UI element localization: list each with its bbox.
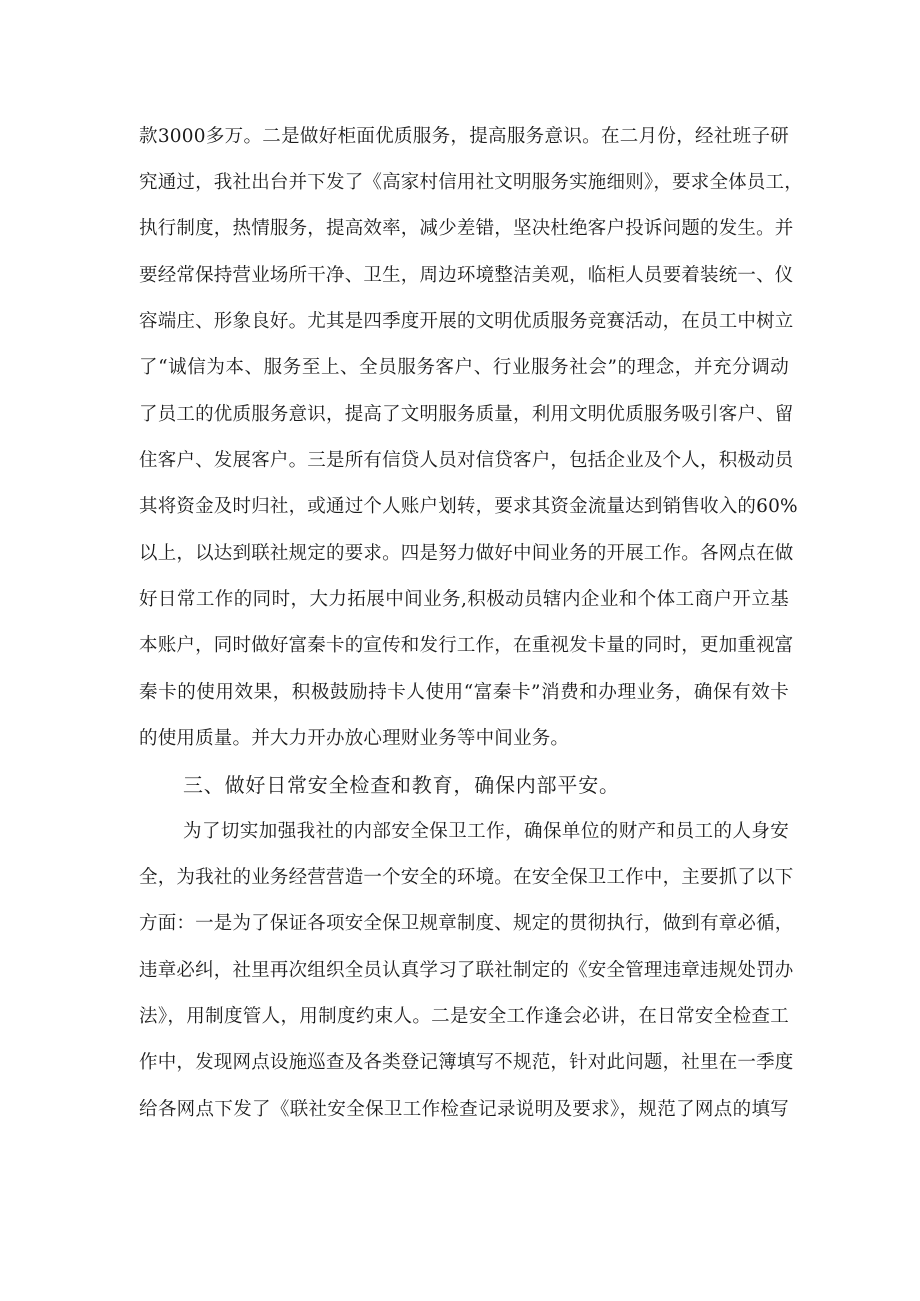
paragraph-line: 给各网点下发了《联社安全保卫工作检查记录说明及要求》，规范了网点的填写 xyxy=(139,1099,789,1120)
paragraph-line: 方面：一是为了保证各项安全保卫规章制度、规定的贯彻执行，做到有章必循， xyxy=(139,913,794,934)
paragraph-line: 要经常保持营业场所干净、卫生，周边环境整洁美观，临柜人员要着装统一、仪 xyxy=(139,265,794,286)
paragraph-line: 作中，发现网点设施巡查及各类登记簿填写不规范，针对此问题，社里在一季度 xyxy=(139,1052,794,1073)
paragraph-line: 法》，用制度管人，用制度约束人。二是安全工作逢会必讲，在日常安全检查工 xyxy=(139,1006,789,1027)
section-heading: 三、做好日常安全检查和教育，确保内部平安。 xyxy=(183,773,620,797)
paragraph-line: 其将资金及时归社，或通过个人账户划转，要求其资金流量达到销售收入的60% xyxy=(139,496,798,517)
paragraph-line: 究通过，我社出台并下发了《高家村信用社文明服务实施细则》，要求全体员工， xyxy=(139,172,803,193)
paragraph-line: 住客户、发展客户。三是所有信贷人员对信贷客户，包括企业及个人，积极动员 xyxy=(139,450,794,471)
paragraph-line: 本账户，同时做好富秦卡的宣传和发行工作，在重视发卡量的同时，更加重视富 xyxy=(139,635,794,656)
paragraph-line: 好日常工作的同时，大力拓展中间业务,积极动员辖内企业和个体工商户开立基 xyxy=(139,589,789,610)
paragraph-line: 秦卡的使用效果，积极鼓励持卡人使用“富秦卡”消费和办理业务，确保有效卡 xyxy=(139,682,789,703)
paragraph-line: 的使用质量。并大力开办放心理财业务等中间业务。 xyxy=(139,728,570,749)
paragraph-line: 执行制度，热情服务，提高效率，减少差错，坚决杜绝客户投诉问题的发生。并 xyxy=(139,218,794,239)
paragraph-line: 违章必纠，社里再次组织全员认真学习了联社制定的《安全管理违章违规处罚办 xyxy=(139,960,794,981)
paragraph-line: 以上，以达到联社规定的要求。四是努力做好中间业务的开展工作。各网点在做 xyxy=(139,543,794,564)
paragraph-line: 了员工的优质服务意识，提高了文明服务质量，利用文明优质服务吸引客户、留 xyxy=(139,404,794,425)
paragraph-line: 全，为我社的业务经营营造一个安全的环境。在安全保卫工作中，主要抓了以下 xyxy=(139,867,794,888)
paragraph-line: 款3000多万。二是做好柜面优质服务，提高服务意识。在二月份，经社班子研 xyxy=(139,126,789,147)
paragraph-line: 了“诚信为本、服务至上、全员服务客户、行业服务社会”的理念，并充分调动 xyxy=(139,357,789,378)
paragraph-line: 容端庄、形象良好。尤其是四季度开展的文明优质服务竞赛活动，在员工中树立 xyxy=(139,311,794,332)
paragraph-line: 为了切实加强我社的内部安全保卫工作，确保单位的财产和员工的人身安 xyxy=(183,821,789,842)
